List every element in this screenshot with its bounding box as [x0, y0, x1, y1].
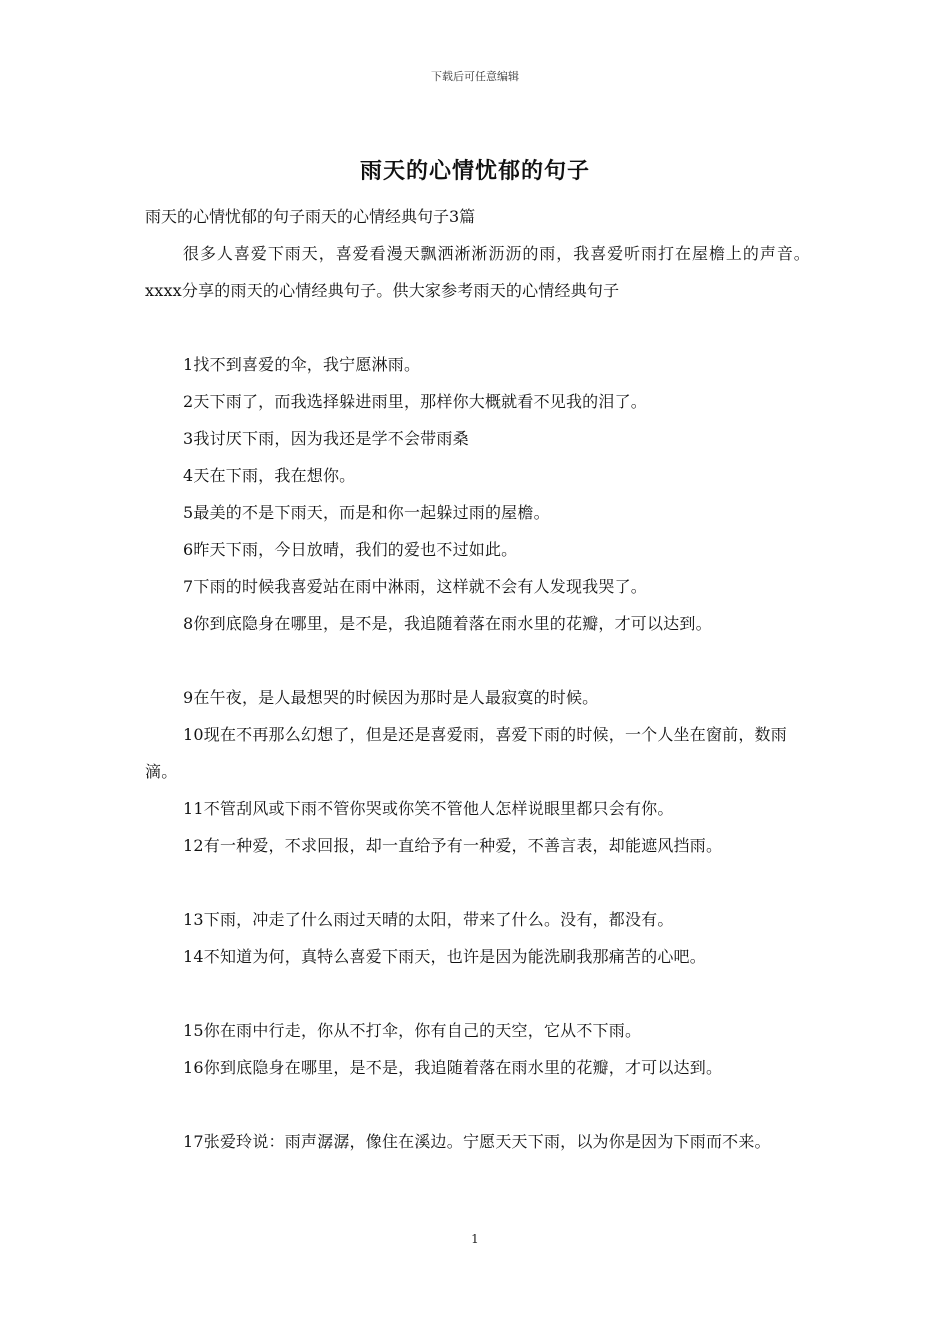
sentence-item: 16你到底隐身在哪里，是不是，我追随着落在雨水里的花瓣，才可以达到。 [183, 1058, 723, 1077]
page-number: 1 [471, 1232, 479, 1246]
sentence-item: 10现在不再那么幻想了，但是还是喜爱雨，喜爱下雨的时候，一个人坐在窗前，数雨滴。 [145, 725, 787, 781]
sentence-item: 8你到底隐身在哪里，是不是，我追随着落在雨水里的花瓣，才可以达到。 [183, 614, 712, 633]
sentence-item: 2天下雨了，而我选择躲进雨里，那样你大概就看不见我的泪了。 [183, 392, 647, 411]
sentence-item: 14不知道为何，真特么喜爱下雨天，也许是因为能洗刷我那痛苦的心吧。 [183, 947, 706, 966]
sentence-item: 9在午夜，是人最想哭的时候因为那时是人最寂寞的时候。 [183, 688, 599, 707]
sentence-item: 7下雨的时候我喜爱站在雨中淋雨，这样就不会有人发现我哭了。 [183, 577, 647, 596]
sentence-item: 15你在雨中行走，你从不打伞，你有自己的天空，它从不下雨。 [183, 1021, 642, 1040]
sentence-item: 5最美的不是下雨天，而是和你一起躲过雨的屋檐。 [183, 503, 550, 522]
intro-paragraph: 很多人喜爱下雨天，喜爱看漫天飘洒淅淅沥沥的雨，我喜爱听雨打在屋檐上的声音。xxxx分享的雨天的心情经典句子。供大家参考雨天的心情经典句子 [145, 244, 810, 300]
paragraph-gap [145, 309, 810, 346]
paragraph-gap [145, 642, 810, 679]
sentence-item: 13下雨，冲走了什么雨过天晴的太阳，带来了什么。没有，都没有。 [183, 910, 674, 929]
sentence-item: 17张爱玲说：雨声潺潺，像住在溪边。宁愿天天下雨，以为你是因为下雨而不来。 [183, 1132, 771, 1151]
document-title: 雨天的心情忧郁的句子 [359, 158, 590, 184]
paragraph-gap [145, 864, 810, 901]
sentence-item: 3我讨厌下雨，因为我还是学不会带雨桑 [183, 429, 469, 448]
header-note: 下载后可任意编辑 [431, 70, 519, 83]
sentence-item: 11不管刮风或下雨不管你哭或你笑不管他人怎样说眼里都只会有你。 [183, 799, 674, 818]
document-body [145, 198, 810, 1160]
paragraph-gap [145, 1086, 810, 1123]
document-subtitle: 雨天的心情忧郁的句子雨天的心情经典句子3篇 [145, 207, 476, 226]
sentence-item: 1找不到喜爱的伞，我宁愿淋雨。 [183, 355, 421, 374]
sentence-item: 6昨天下雨，今日放晴，我们的爱也不过如此。 [183, 540, 518, 559]
sentence-item: 12有一种爱，不求回报，却一直给予有一种爱，不善言表，却能遮风挡雨。 [183, 836, 723, 855]
paragraph-gap [145, 975, 810, 1012]
sentence-item: 4天在下雨，我在想你。 [183, 466, 356, 485]
